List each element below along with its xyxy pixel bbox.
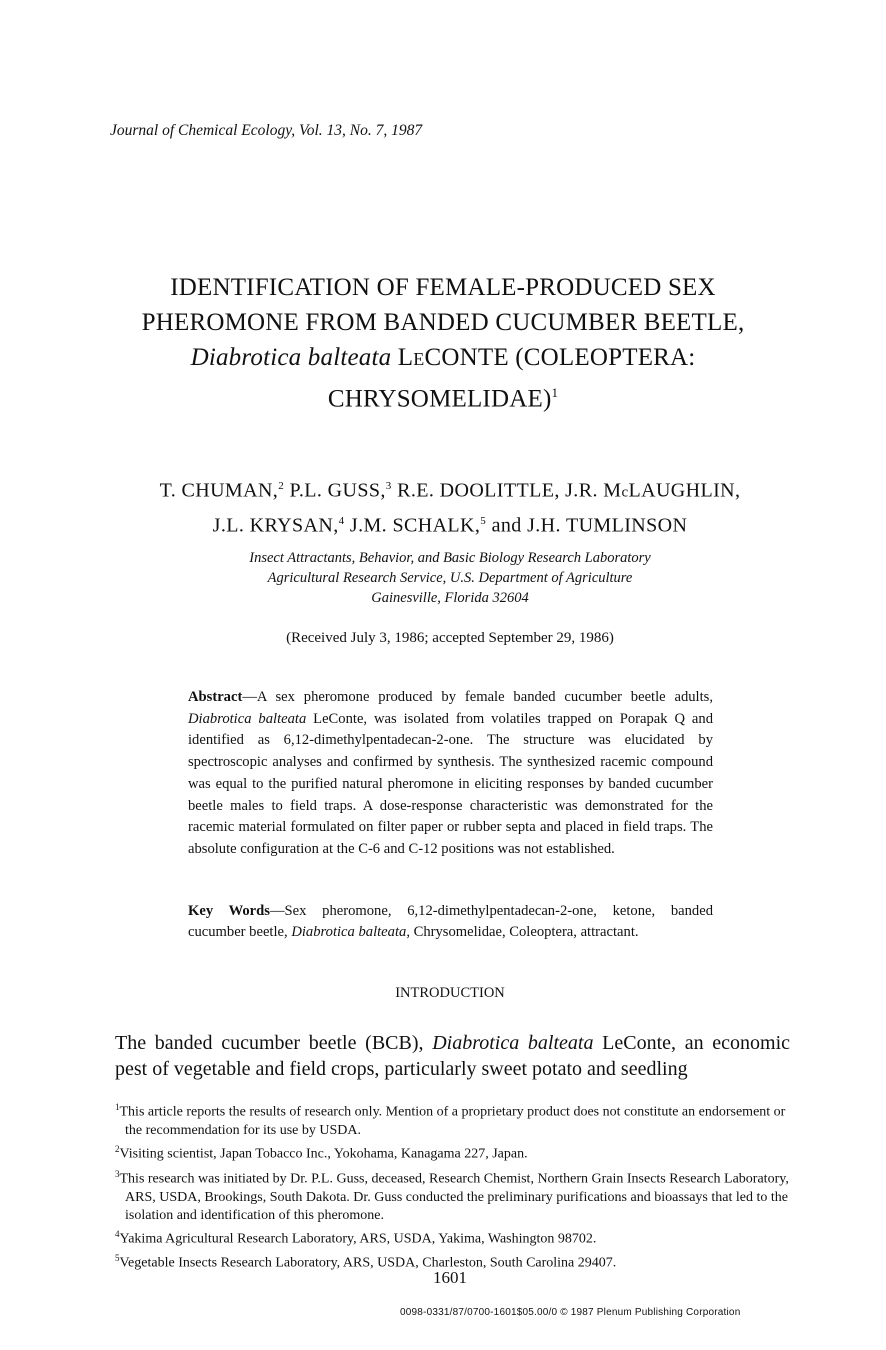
- footnotes: [115, 1098, 795, 1274]
- title-line-3: Diabrotica balteata LeCONTE (COLEOPTERA:: [190, 344, 696, 371]
- abstract-label: Abstract: [188, 689, 243, 705]
- footnote: $^5$Vegetable Insects Research Laboratory, ARS, USDA, Charleston, South Carolina 29407.: [115, 1253, 617, 1272]
- copyright-line: 0098-0331/87/0700-1601$05.00/0 © 1987 Plenum Publishing Corporation: [400, 1307, 741, 1318]
- title-footnote-mark: 1: [551, 385, 559, 400]
- author-list: T. CHUMAN,$^2$ P.L. GUSS,$^3$ R.E. DOOLITTLE, J.R. McLAUGHLIN, J.L. KRYSAN,$^4$ J.M. SCHALK,$^5$ and J.H. TUMLINSON: [159, 479, 741, 537]
- footnote: $^1$This article reports the results of research only. Mention of a proprietary product does not constitute an endorsement or the recommendation for its use by USDA.: [115, 1102, 786, 1139]
- affiliation: Insect Attractants, Behavior, and Basic Biology Research Laboratory Agricultural Research Service, U.S. Department of Agriculture Gainesville, Florida 32604: [249, 550, 651, 606]
- title-line-4: CHRYSOMELIDAE)$^1$: [327, 385, 559, 413]
- footnote: $^3$This research was initiated by Dr. P.L. Guss, deceased, Research Chemist, Northern Grain Insects Research Laboratory, ARS, USDA, Brookings, South Dakota. Dr. Guss conducted the preliminary purifications and bioassays that led to the isolation and identification of this pheromone.: [115, 1168, 789, 1223]
- received-dates: (Received July 3, 1986; accepted September 29, 1986): [286, 630, 614, 646]
- footnote: $^2$Visiting scientist, Japan Tobacco Inc., Yokohama, Kanagama 227, Japan.: [115, 1144, 528, 1163]
- keywords-label: Key Words: [188, 903, 270, 919]
- section-heading-introduction: INTRODUCTION: [395, 985, 505, 1001]
- article-title: [40, 270, 846, 416]
- title-line-2: PHEROMONE FROM BANDED CUCUMBER BEETLE,: [141, 309, 745, 336]
- journal-citation: Journal of Chemical Ecology, Vol. 13, No. 7, 1987: [110, 122, 423, 139]
- page-number: 1601: [433, 1268, 467, 1287]
- key-words: Key Words—Sex pheromone, 6,12-dimethylpentadecan-2-one, ketone, banded cucumber beetle, Diabrotica balteata, Chrysomelidae, Coleoptera, attractant.: [188, 903, 713, 940]
- title-species: Diabrotica balteata: [190, 344, 392, 371]
- introduction-paragraph: The banded cucumber beetle (BCB), Diabrotica balteata LeConte, an economic pest of vegetable and field crops, particularly sweet potato and seedling: [115, 1032, 791, 1080]
- title-line-1: IDENTIFICATION OF FEMALE-PRODUCED SEX: [170, 274, 716, 301]
- footnote: $^4$Yakima Agricultural Research Laboratory, ARS, USDA, Yakima, Washington 98702.: [115, 1229, 597, 1248]
- abstract: Abstract—A sex pheromone produced by female banded cucumber beetle adults, Diabrotica balteata LeConte, was isolated from volatiles trapped on Porapak Q and identified as 6,12-dimethylpentadecan-2-one. The structure was elucidated by spectroscopic analyses and confirmed by synthesis. The synthesized racemic compound was equal to the purified natural pheromone in eliciting responses by banded cucumber beetle males to field traps. A dose-response characteristic was demonstrated for the racemic material formulated on filter paper or rubber septa and placed in field traps. The absolute configuration at the C-6 and C-12 positions was not established.: [188, 689, 713, 857]
